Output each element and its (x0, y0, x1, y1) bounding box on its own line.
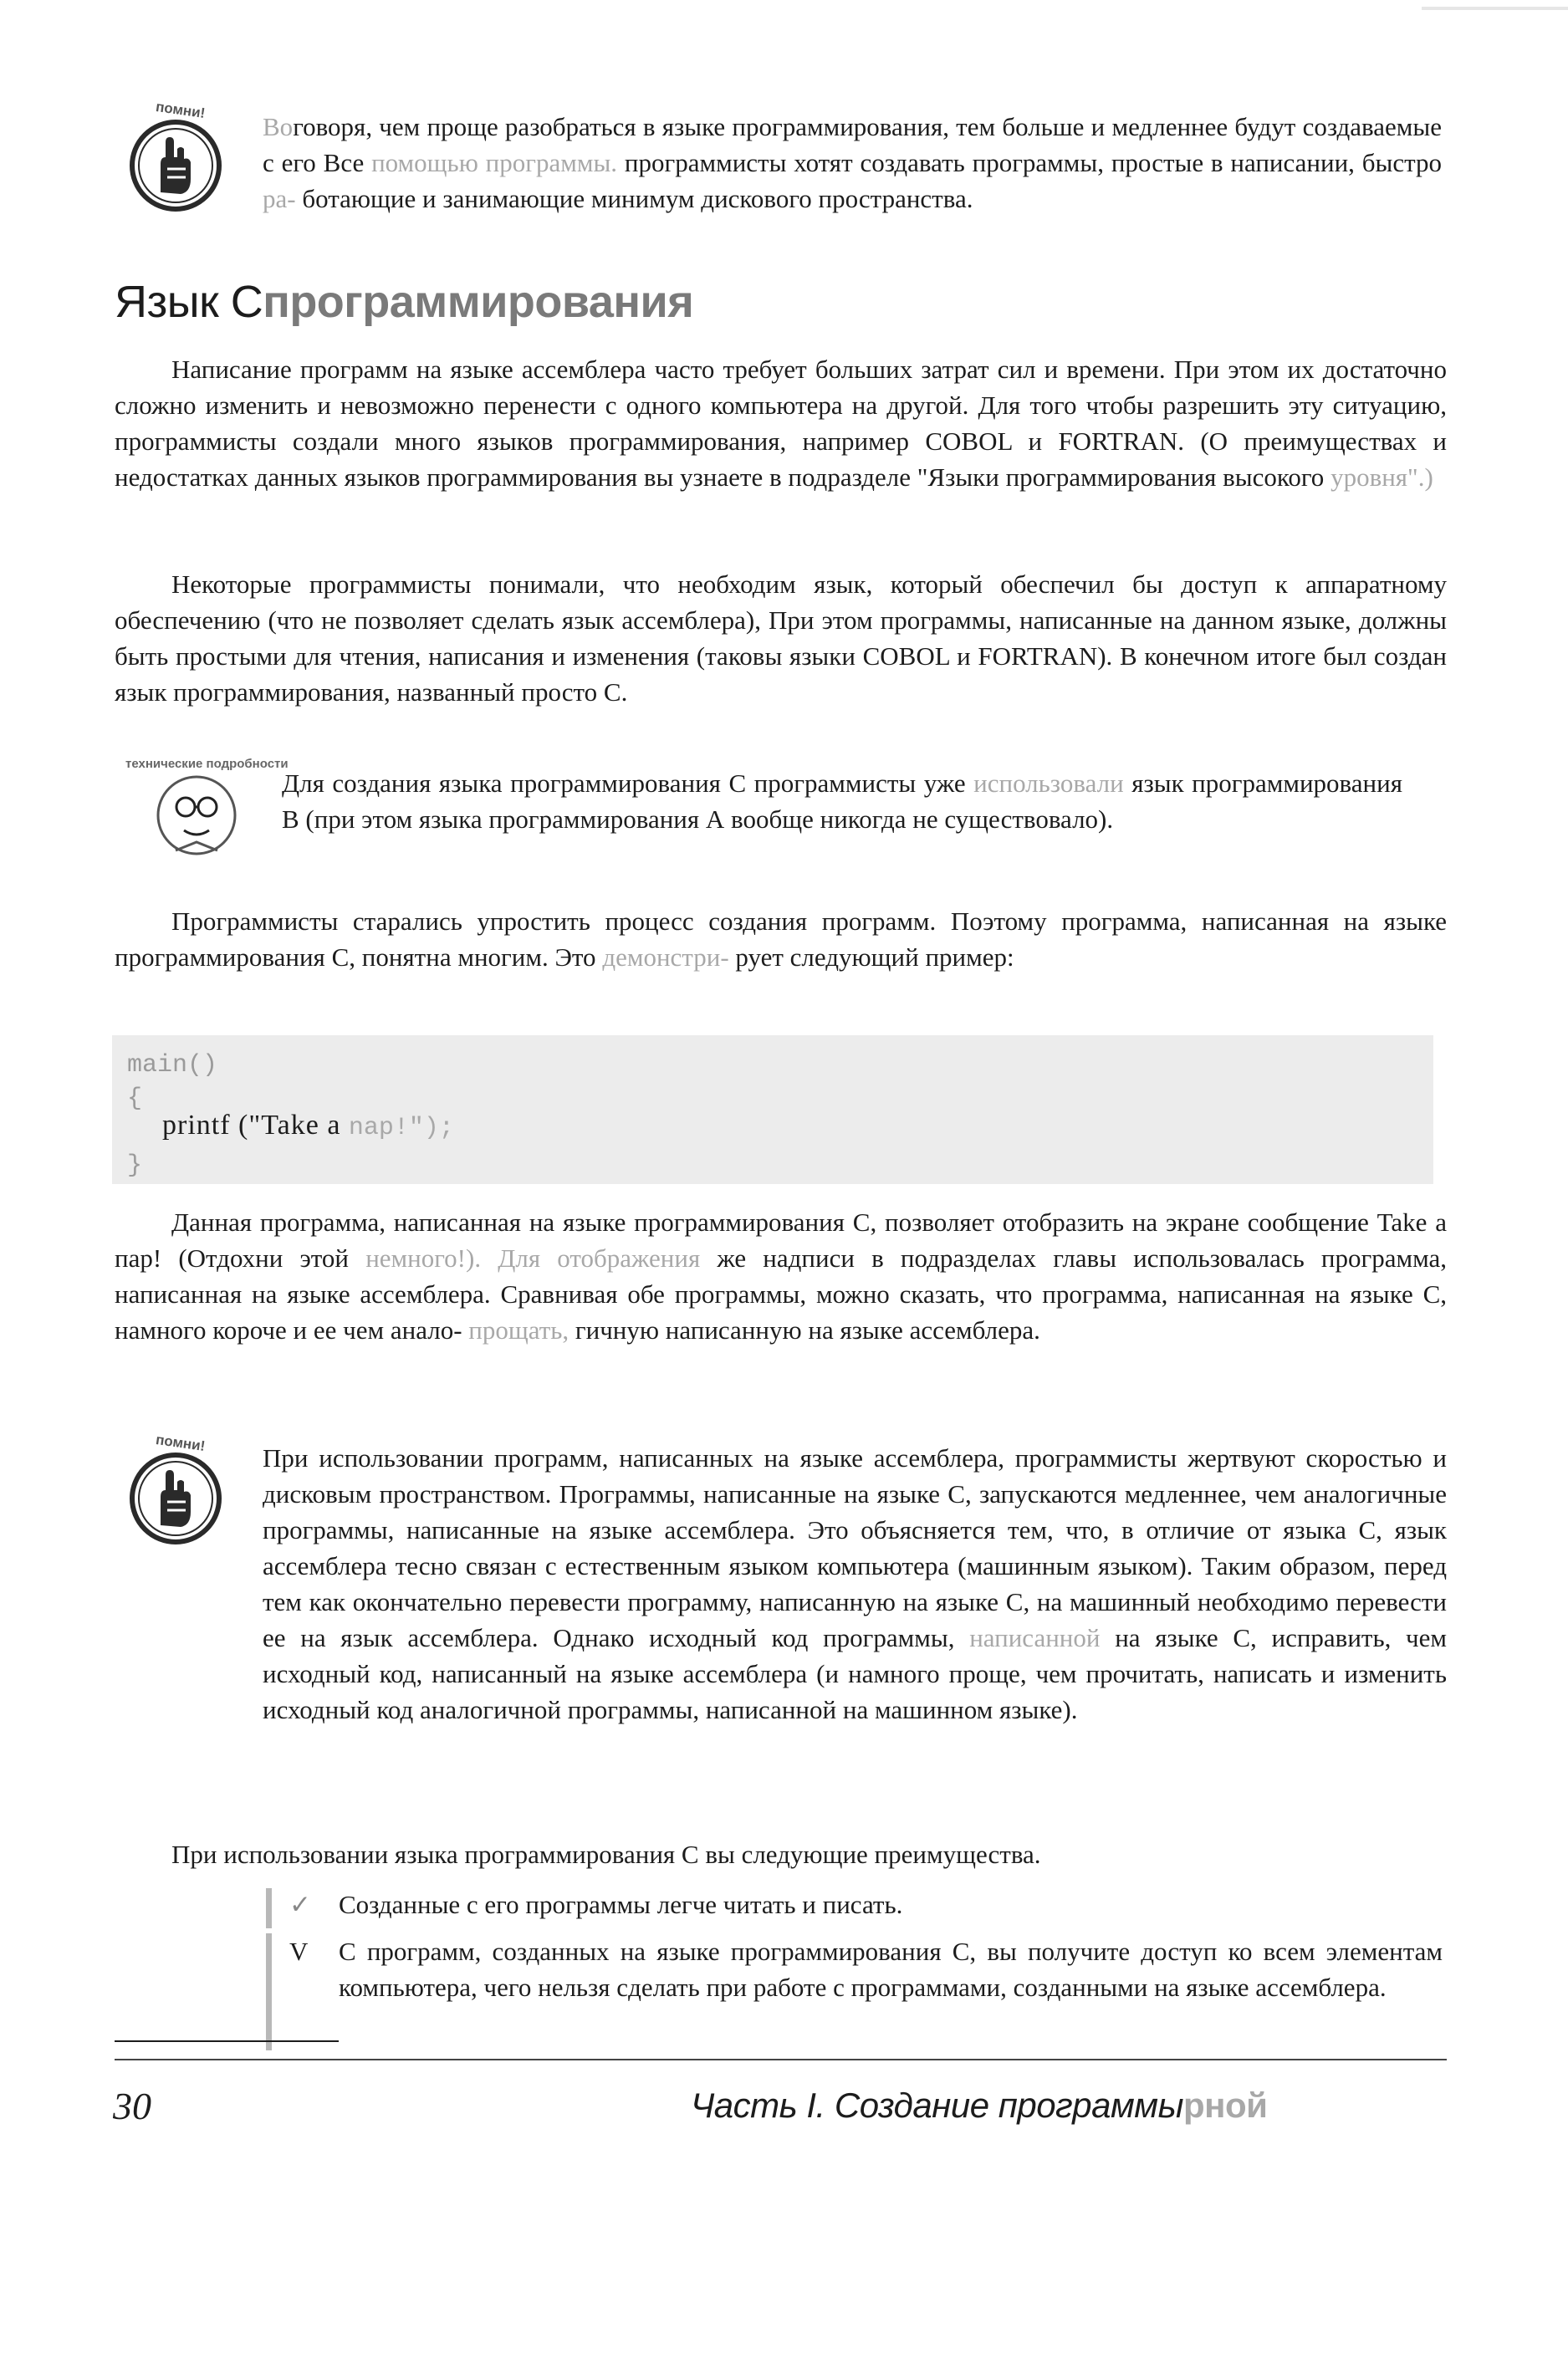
remember-icon-label-1: помни! (155, 98, 207, 122)
running-footer-title (691, 2086, 1267, 2126)
tech-text-b: язык программирования В (при этом языка программирования А вообще никогда не существовало). (282, 768, 1402, 834)
heading-part-1: Язык С (115, 277, 263, 327)
remember-icon-label-2: помни! (155, 1431, 207, 1455)
heading-part-2: программирования (263, 277, 694, 327)
p3-tail: рует следующий пример: (735, 942, 1014, 972)
p1-ghost: уровня".) (1331, 462, 1433, 492)
p4-text-d: гичную написанную на языке ассемблера. (575, 1315, 1040, 1345)
code-line-1: main() (127, 1051, 218, 1080)
tech-text-a: Для создания языка программирования С программисты уже (282, 768, 966, 798)
paragraph-1 (115, 351, 1447, 495)
note-paragraph-2 (263, 1440, 1447, 1728)
technical-note (282, 765, 1402, 837)
paragraph-4 (115, 1204, 1447, 1348)
p3-text: Программисты старались упростить процесс создания программ. Поэтому программа, написанная на языке программирования С, понятна многим. Это (115, 906, 1447, 972)
footer-title-text: Часть I. Создание программы (691, 2086, 1183, 2125)
top-edge-line (1422, 7, 1568, 10)
p4-ghost-c: прощать, (468, 1315, 569, 1345)
paragraph-5: При использовании языка программирования С вы следующие преимущества. (171, 1840, 1041, 1869)
code-line-3-ghost: nap!"); (348, 1114, 454, 1142)
p3-ghost: демонстри- (602, 942, 729, 972)
note1-ghost-c: ра- (263, 184, 296, 213)
bullet-item-1: Созданные с его программы легче читать и писать. (339, 1890, 903, 1919)
paragraph-2: Некоторые программисты понимали, что необходим язык, который обеспечил бы доступ к аппаратному обеспечению (что не позволяет сделать язык ассемблера), При этом программы, написанные на данном языке, должны быть простыми для чтения, написания и изменения (таковы языки COBOL и FORTRAN). В конечном итоге был создан язык программирования, названный просто С. (115, 569, 1447, 707)
tech-ghost-a: использовали (973, 768, 1124, 798)
p4-ghost-a: немного!). Для отображения (365, 1243, 701, 1273)
bullet-check-icon: ✓ (289, 1890, 311, 1919)
technical-icon-label: технические подробности (125, 757, 289, 771)
page-number: 30 (113, 2085, 151, 2127)
section-heading (115, 276, 693, 328)
p4-text-c: написанная на языке ассемблера. Сравнивая обе программы, можно сказать, что программа, написанная на языке С, намного короче и ее чем анало- (115, 1279, 1447, 1345)
note1-text-b: Все (323, 148, 365, 177)
technical-details-icon (117, 757, 268, 874)
note1-text-d: ботающие и занимающие минимум дискового пространства. (302, 184, 973, 213)
p4-text-a: Данная программа, написанная на языке программирования С, позволяет отобразить на экране сообщение Take a пар! (Отдохни этой (115, 1207, 1447, 1273)
note2-text-a: При использовании программ, написанных на языке ассемблера, программисты жертвуют скоростью и дисковым пространством. Программы, написанные на языке С, запускаются медленнее, чем аналогичные программы, написанные на языке ассемблера. Это объясняется тем, что, в отличие от языка С, язык ассемблера тесно связан с естественным языком компьютера (машинным языком). Таким образом, перед тем как окончательно перевести программу, написанную на языке С, на машинный необходимо перевести ее на язык ассемблера. Однако исходный код программы, (263, 1443, 1447, 1652)
code-line-4: } (127, 1151, 143, 1180)
code-line-2: { (127, 1085, 143, 1113)
code-block (112, 1035, 1433, 1184)
code-line-3 (162, 1109, 454, 1145)
note2-text-b: на языке С, исправить, чем исходный код, написанный на языке ассемблера (и намного проще, чем прочитать, написать и изменить исходный код аналогичной программы, написанной на машинном языке). (263, 1623, 1448, 1724)
footer-title-ghost: рной (1182, 2086, 1268, 2125)
bullet-bar-1 (266, 1888, 272, 1928)
bullet-item-2: С программ, созданных на языке программирования С, вы получите доступ ко всем элементам компьютера, чего нельзя сделать при работе с программами, созданными на языке ассемблера. (339, 1937, 1443, 2002)
note1-text-c: программисты хотят создавать программы, простые в написании, быстро (624, 148, 1443, 177)
p4-text-b: же надписи в подразделах главы использовалась программа, (717, 1243, 1447, 1273)
note-paragraph-1 (263, 109, 1442, 217)
bullet-bar-2 (266, 1933, 272, 2050)
paragraph-3 (115, 903, 1447, 975)
note2-ghost-a: написанной (969, 1623, 1101, 1652)
footnote-rule (115, 2040, 339, 2042)
footer-rule (115, 2059, 1447, 2060)
note1-ghost-lead: Во (263, 112, 294, 141)
code-line-3-dark: printf ("Take a (162, 1110, 341, 1141)
bullet-v-icon: V (289, 1937, 309, 1966)
note1-text-a: говоря, чем проще разобраться в языке программирования, тем больше и медленнее будут создаваемые с его (263, 112, 1442, 177)
note1-ghost-b: помощью программы. (371, 148, 618, 177)
p1-text: Написание программ на языке ассемблера часто требует больших затрат сил и времени. При этом их достаточно сложно изменить и невозможно перенести с одного компьютера на другой. Для того чтобы разрешить эту ситуацию, программисты создали много языков программирования, например COBOL и FORTRAN. (О преимуществах и недостатках данных языков программирования вы узнаете в подразделе "Языки программирования высокого (115, 355, 1447, 492)
